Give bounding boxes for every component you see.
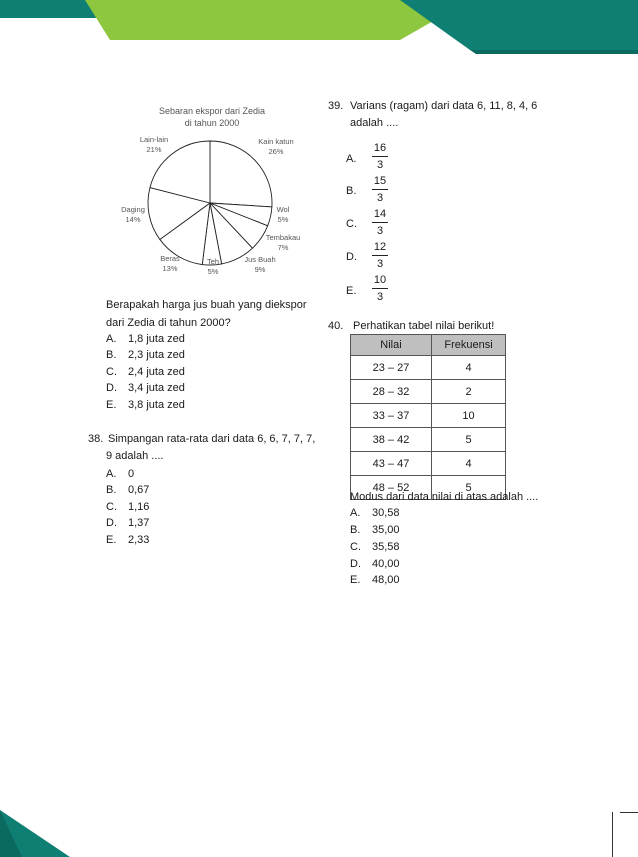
q38-option-d[interactable]: D. 1,37 (106, 517, 150, 529)
q37-option-c[interactable]: C. 2,4 juta zed (106, 366, 185, 378)
q38-line1: Simpangan rata-rata dari data 6, 6, 7, 7, 7, (108, 433, 316, 445)
q39-option-d-fraction[interactable]: $\frac{12}{3}$ (373, 241, 387, 270)
q37-text (106, 297, 307, 331)
q38-number: 38. (88, 433, 104, 445)
pie-label-value: 9% (254, 265, 266, 274)
pie-label-value: 21% (146, 145, 162, 154)
q37-line2: dari Zedia di tahun 2000? (106, 317, 231, 329)
q37-option-d[interactable]: D. 3,4 juta zed (106, 382, 185, 394)
pie-label-name: Wol (276, 205, 290, 214)
q40-option-c[interactable]: C. 35,58 (350, 541, 400, 553)
pie-label-name: Kain katun (258, 137, 294, 146)
q40-option-e[interactable]: E. 48,00 (350, 574, 400, 586)
pie-label-name: Teh (206, 257, 220, 266)
table-row: 48 – 52 5 (351, 476, 506, 500)
pie-label-value: 5% (207, 267, 219, 276)
q37-option-a[interactable]: A. 1,8 juta zed (106, 333, 185, 345)
header-banner (0, 0, 638, 60)
pie-label-value: 14% (125, 215, 141, 224)
pie-label-value: 26% (268, 147, 284, 156)
q40-number: 40. (328, 320, 344, 332)
q38-option-e[interactable]: E. 2,33 (106, 534, 150, 546)
table-header-row (351, 335, 506, 356)
q39-option-c-letter[interactable]: C. (346, 218, 357, 230)
footer-line (620, 812, 638, 813)
q40-question: Modus dari data nilai di atas adalah .... (350, 491, 539, 503)
pie-label-name: Beras (160, 254, 180, 263)
footer-margin-mark (612, 812, 613, 857)
q39-option-d-letter[interactable]: D. (346, 251, 357, 263)
q39-option-a-letter[interactable]: A. (346, 153, 357, 165)
pie-slice-kain-katun (210, 141, 272, 207)
table-row: 43 – 47 4 (351, 452, 506, 476)
q39-line1: Varians (ragam) dari data 6, 11, 8, 4, 6 (350, 100, 538, 112)
q37-option-b[interactable]: B. 2,3 juta zed (106, 349, 185, 361)
pie-label-name: Daging (121, 205, 145, 214)
q39-option-a-fraction[interactable]: $\frac{16}{3}$ (373, 142, 387, 171)
q38-option-b[interactable]: B. 0,67 (106, 484, 150, 496)
q39-number: 39. (328, 100, 344, 112)
q39-option-c-fraction[interactable]: $\frac{14}{3}$ (373, 208, 387, 237)
table-header-frekuensi: Frekuensi (432, 335, 506, 356)
q38-option-a[interactable]: A. 0 (106, 468, 135, 480)
q38-line2: 9 adalah .... (106, 450, 164, 462)
q39-line2: adalah .... (350, 117, 399, 129)
table-row: 33 – 37 10 (351, 404, 506, 428)
q37-line1: Berapakah harga jus buah yang diekspor (106, 299, 307, 311)
q40-option-d[interactable]: D. 40,00 (350, 558, 400, 570)
q39-option-e-letter[interactable]: E. (346, 285, 357, 297)
table-row: 23 – 27 4 (351, 356, 506, 380)
chart-title-line2: di tahun 2000 (184, 118, 240, 128)
table-header-nilai: Nilai (351, 335, 432, 356)
q40-option-b[interactable]: B. 35,00 (350, 524, 400, 536)
pie-label-value: 5% (277, 215, 289, 224)
table-row: 38 – 42 5 (351, 428, 506, 452)
chart-title-line1: Sebaran ekspor dari Zedia (158, 106, 266, 116)
footer-corner-decoration (0, 810, 70, 857)
q39-option-e-fraction[interactable]: $\frac{10}{3}$ (373, 274, 387, 303)
pie-label-name: Jus Buah (244, 255, 276, 264)
pie-label-value: 13% (162, 264, 178, 273)
q40-intro: Perhatikan tabel nilai berikut! (353, 320, 495, 332)
pie-label-name: Lain-lain (139, 135, 169, 144)
q40-option-a[interactable]: A. 30,58 (350, 507, 400, 519)
q38-option-c[interactable]: C. 1,16 (106, 501, 150, 513)
score-table (350, 334, 506, 500)
q39-option-b-fraction[interactable]: $\frac{15}{3}$ (373, 175, 387, 204)
pie-label-value: 7% (277, 243, 289, 252)
pie-chart (100, 95, 320, 295)
q37-option-e[interactable]: E. 3,8 juta zed (106, 399, 185, 411)
table-row: 28 – 32 2 (351, 380, 506, 404)
q39-option-b-letter[interactable]: B. (346, 185, 357, 197)
pie-label-name: Tembakau (265, 233, 301, 242)
